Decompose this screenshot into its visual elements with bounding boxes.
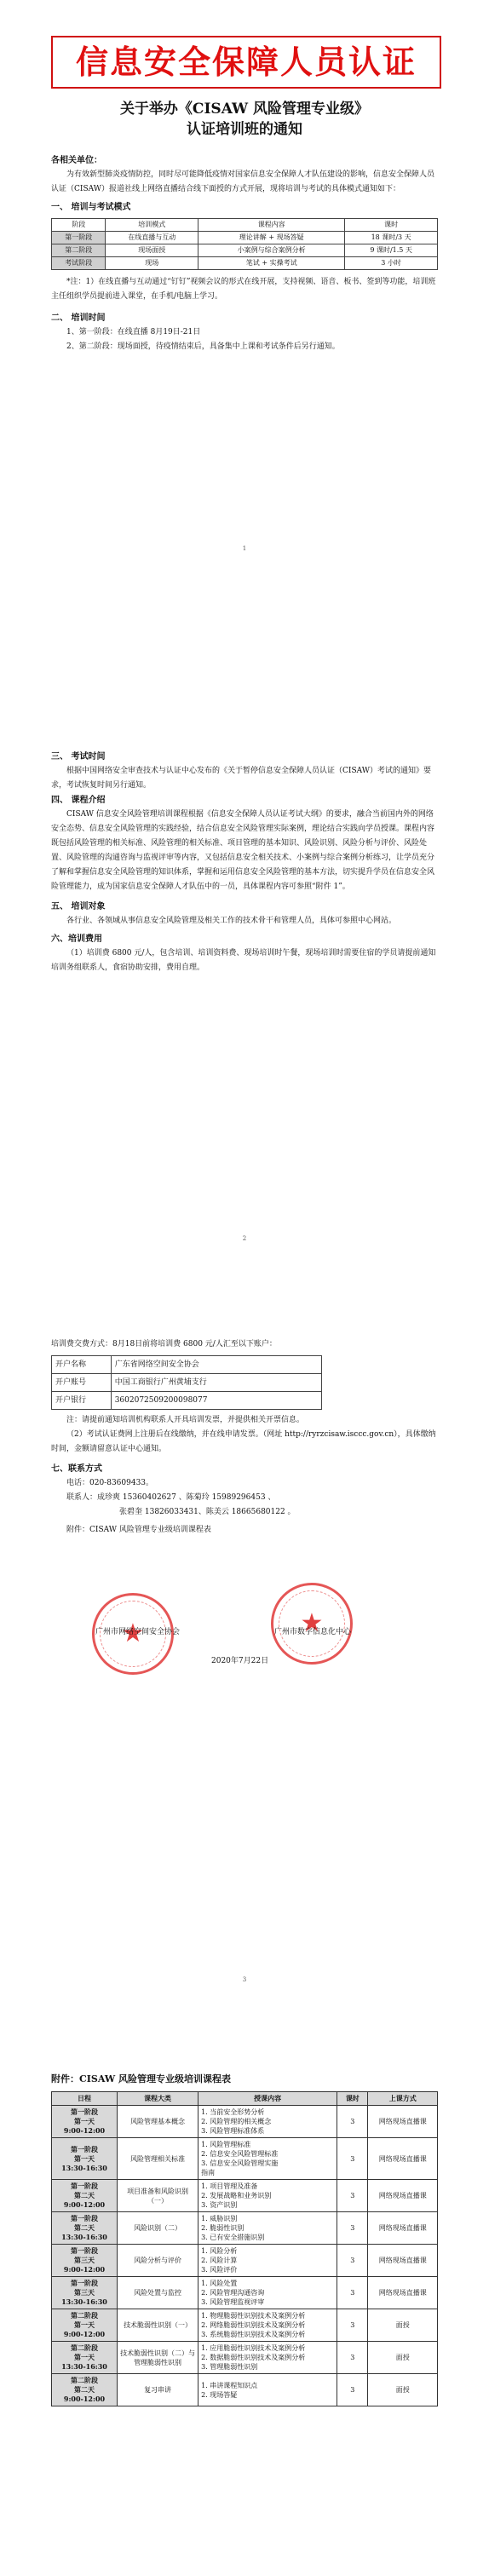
organizer-right: 广州市数字信息化中心 <box>274 1628 352 1636</box>
section3-paragraph: 根据中国网络安全审查技术与认证中心发布的《关于暂停信息安全保障人员认证（CISAW）考试的通知》要求，考试恢复时间另行通知。 <box>51 767 431 790</box>
schedule-row <box>52 2277 438 2309</box>
page3-body <box>51 1337 438 1538</box>
schedule-hours-cell: 3 <box>337 2277 368 2309</box>
mode-table-cell: 理论讲解 + 现场答疑 <box>198 232 345 244</box>
organizer-left: 广州市网络空间安全协会 <box>95 1628 181 1636</box>
schedule-mode-cell: 面授 <box>368 2309 438 2342</box>
mode-table-header: 培训模式 <box>106 219 198 232</box>
schedule-content-cell: 1. 应用脆弱性识别技术及案例分析 2. 数据脆弱性识别技术及案例分析 3. 管理脆弱性识别 <box>198 2342 337 2374</box>
schedule-row <box>52 2374 438 2406</box>
schedule-header: 上课方式 <box>368 2092 438 2106</box>
page-number: 3 <box>242 1976 247 1983</box>
mode-table-header: 课程内容 <box>198 219 345 232</box>
schedule-category-cell: 技术脆弱性识别（二）与管理脆弱性识别 <box>118 2342 198 2374</box>
schedule-category-cell: 技术脆弱性识别（一） <box>118 2309 198 2342</box>
mode-table-cell: 小案例与综合案例分析 <box>198 244 345 257</box>
document-date: 2020年7月22日 <box>211 1657 269 1665</box>
schedule-day-cell: 第二阶段 第一天 13:30-16:30 <box>52 2342 118 2374</box>
schedule-mode-cell: 网络现场直播课 <box>368 2277 438 2309</box>
bank-value: 中国工商银行广州黄埔支行 <box>111 1374 321 1392</box>
contact-persons: 联系人：成珍爽 15360402627 、陈菊玲 15989296453 、 <box>66 1493 276 1502</box>
schedule-mode-cell: 网络现场直播课 <box>368 2180 438 2212</box>
schedule-hours-cell: 3 <box>337 2342 368 2374</box>
seal-stamp-right: ★ <box>271 1583 353 1665</box>
mode-table-cell: 18 课时/3 天 <box>345 232 438 244</box>
schedule-row <box>52 2245 438 2277</box>
section4-paragraph: CISAW 信息安全风险管理培训课程根据《信息安全保障人员认证考试大纲》的要求，融合当前国内外的网络安全态势、信息安全风险管理的实践经验，结合信息安全风险管理实际案例，理论结合实践向学员授课。课程内容既包括风险管理的相关标准、风险管理的相关标准、项目管理的基本知识、风险识别、风险分析与评价、风险处置、风险管理的沟通咨询与监视评审等内容，又包括信息安全相关技术、小案例与综合案例分析练习，让学员充分了解和掌握信息安全风险管理的知识体系，掌握和运用信息安全风险管理的基本方法，切实提升学员在信息安全风险管理能力，成为国家信息安全保障人才队伍中的一员，具体课程内容可参照“附件 1”。 <box>51 810 435 891</box>
schedule-day-cell: 第一阶段 第一天 9:00-12:00 <box>52 2106 118 2138</box>
schedule-day-cell: 第一阶段 第三天 9:00-12:00 <box>52 2245 118 2277</box>
banner-title: 信息安全保障人员认证 <box>51 36 441 89</box>
section6-heading: 六、培训费用 <box>51 934 102 944</box>
schedule-content-cell: 1. 项目管理及准备 2. 发展战略和业务识别 3. 资产识别 <box>198 2180 337 2212</box>
contact-persons-cont: 张碧奎 13826033431、陈美云 18665680122 。 <box>119 1508 296 1516</box>
mode-table-header: 课时 <box>345 219 438 232</box>
schedule-table <box>51 2091 438 2406</box>
schedule-title: 附件：CISAW 风险管理专业级培训课程表 <box>51 2073 232 2084</box>
schedule-header: 课时 <box>337 2092 368 2106</box>
schedule-hours-cell: 3 <box>337 2245 368 2277</box>
attachment-line: 附件：CISAW 风险管理专业级培训课程表 <box>66 1526 211 1534</box>
schedule-row <box>52 2309 438 2342</box>
intro-paragraph: 为有效新型肺炎疫情防控，同时尽可能降低疫情对国家信息安全保障人才队伍建设的影响，信息安全保障人员认证（CISAW）报道社线上网络直播结合线下面授的方式开展，现将培训与考试的具体模式通知如下： <box>51 170 435 193</box>
section3-heading: 三、 考试时间 <box>51 752 106 762</box>
schedule-row <box>52 2180 438 2212</box>
bank-value: 3602072509200098077 <box>111 1392 321 1410</box>
mode-table-cell: 9 课时/1.5 天 <box>345 244 438 257</box>
bank-value: 广东省网络空间安全协会 <box>111 1356 321 1374</box>
schedule-header: 日程 <box>52 2092 118 2106</box>
page-number: 2 <box>242 1235 247 1242</box>
mode-table <box>51 218 438 270</box>
schedule-hours-cell: 3 <box>337 2374 368 2406</box>
schedule-mode-cell: 网络现场直播课 <box>368 2212 438 2245</box>
document-title-line2: 认证培训班的通知 <box>187 121 302 138</box>
schedule-hours-cell: 3 <box>337 2138 368 2180</box>
schedule-category-cell: 复习串讲 <box>118 2374 198 2406</box>
schedule-hours-cell: 3 <box>337 2212 368 2245</box>
schedule-hours-cell: 3 <box>337 2180 368 2212</box>
schedule-day-cell: 第一阶段 第三天 13:30-16:30 <box>52 2277 118 2309</box>
mode-table-cell: 现场 <box>106 257 198 270</box>
section6-paragraph: （1）培训费 6800 元/人，包含培训、培训资料费、现场培训时午餐，现场培训时需要住宿的学员请提前通知培训务组联系人，食宿协助安排，费用自理。 <box>51 949 436 972</box>
schedule-content-cell: 1. 风险分析 2. 风险计算 3. 风险评价 <box>198 2245 337 2277</box>
contact-phone: 电话：020-83609433。 <box>66 1479 154 1487</box>
schedule-day-cell: 第一阶段 第二天 13:30-16:30 <box>52 2212 118 2245</box>
bank-table <box>51 1355 322 1410</box>
mode-table-cell: 在线直播与互动 <box>106 232 198 244</box>
page-number: 1 <box>242 545 247 552</box>
schedule-section <box>51 2072 438 2406</box>
section4-heading: 四、 课程介绍 <box>51 796 106 805</box>
schedule-content-cell: 1. 当前安全形势分析 2. 风险管理的相关概念 3. 风险管理标准体系 <box>198 2106 337 2138</box>
schedule-hours-cell: 3 <box>337 2106 368 2138</box>
mode-table-header: 阶段 <box>52 219 106 232</box>
bank-label: 开户银行 <box>52 1392 112 1410</box>
page-4 <box>0 2027 489 2576</box>
schedule-header: 授课内容 <box>198 2092 337 2106</box>
bank-label: 开户账号 <box>52 1374 112 1392</box>
mode-table-cell: 考试阶段 <box>52 257 106 270</box>
document-title-line1: 关于举办《CISAW 风险管理专业级》 <box>119 101 370 118</box>
fee-payment-line: 培训费交费方式：8月18日前将培训费 6800 元/人汇至以下账户： <box>51 1340 277 1348</box>
page-3 <box>0 1303 489 2010</box>
mode-table-cell: 第二阶段 <box>52 244 106 257</box>
page1-body <box>51 153 438 354</box>
seal-stamp-left: ★ <box>92 1593 174 1675</box>
page2-body <box>51 750 438 975</box>
section2-heading: 二、 培训时间 <box>51 313 106 323</box>
schedule-content-cell: 1. 物理脆弱性识别技术及案例分析 2. 网络脆弱性识别技术及案例分析 3. 系统脆弱性识别技术及案例分析 <box>198 2309 337 2342</box>
schedule-day-cell: 第一阶段 第二天 9:00-12:00 <box>52 2180 118 2212</box>
section7-heading: 七、联系方式 <box>51 1464 102 1474</box>
schedule-day-cell: 第一阶段 第一天 13:30-16:30 <box>52 2138 118 2180</box>
schedule-category-cell: 风险识别（二） <box>118 2212 198 2245</box>
schedule-item: 1、第一阶段：在线直播 8月19日-21日 <box>66 328 201 336</box>
page-2 <box>0 673 489 1286</box>
schedule-category-cell: 项目准备和风险识别（一） <box>118 2180 198 2212</box>
section5-heading: 五、 培训对象 <box>51 902 106 911</box>
salutation: 各相关单位： <box>51 156 102 165</box>
mode-table-cell: 第一阶段 <box>52 232 106 244</box>
schedule-header: 课程大类 <box>118 2092 198 2106</box>
exam-fee-paragraph: （2）考试认证费网上注册后在线缴纳，并在线申请发票。（网址 http://ryrzcisaw.isccc.gov.cn），具体缴纳时间，金额请留意认证中心通知。 <box>51 1430 436 1453</box>
schedule-category-cell: 风险分析与评价 <box>118 2245 198 2277</box>
schedule-day-cell: 第二阶段 第二天 9:00-12:00 <box>52 2374 118 2406</box>
mode-table-cell: 现场面授 <box>106 244 198 257</box>
schedule-mode-cell: 面授 <box>368 2374 438 2406</box>
schedule-row <box>52 2342 438 2374</box>
schedule-mode-cell: 网络现场直播课 <box>368 2106 438 2138</box>
mode-table-cell: 笔试 + 实操考试 <box>198 257 345 270</box>
schedule-mode-cell: 面授 <box>368 2342 438 2374</box>
schedule-category-cell: 风险处置与监控 <box>118 2277 198 2309</box>
schedule-content-cell: 1. 风险管理标准 2. 信息安全风险管理标准 3. 信息安全风险管理实施 指南 <box>198 2138 337 2180</box>
schedule-content-cell: 1. 风险处置 2. 风险管理沟通咨询 3. 风险管理监视评审 <box>198 2277 337 2309</box>
section1-heading: 一、 培训与考试模式 <box>51 203 131 212</box>
invoice-note: 注：请提前通知培训机构联系人开具培训发票，并提供相关开票信息。 <box>66 1416 305 1424</box>
schedule-item: 2、第二阶段：现场面授，待疫情结束后，具备集中上课和考试条件后另行通知。 <box>66 342 340 351</box>
schedule-content-cell: 1. 威胁识别 2. 脆弱性识别 3. 已有安全措施识别 <box>198 2212 337 2245</box>
schedule-row <box>52 2212 438 2245</box>
schedule-mode-cell: 网络现场直播课 <box>368 2138 438 2180</box>
schedule-category-cell: 风险管理基本概念 <box>118 2106 198 2138</box>
schedule-day-cell: 第二阶段 第一天 9:00-12:00 <box>52 2309 118 2342</box>
page-1 <box>0 0 489 647</box>
schedule-mode-cell: 网络现场直播课 <box>368 2245 438 2277</box>
schedule-category-cell: 风险管理相关标准 <box>118 2138 198 2180</box>
note-paragraph: *注：1）在线直播与互动通过“钉钉”视频会议的形式在线开展，支持视频、语音、板书、签到等功能，培训班主任组织学员提前进入课堂，在手机/电脑上学习。 <box>51 278 436 301</box>
schedule-row <box>52 2138 438 2180</box>
schedule-row <box>52 2106 438 2138</box>
schedule-content-cell: 1. 串讲课程知识点 2. 现场答疑 <box>198 2374 337 2406</box>
mode-table-cell: 3 小时 <box>345 257 438 270</box>
bank-label: 开户名称 <box>52 1356 112 1374</box>
schedule-hours-cell: 3 <box>337 2309 368 2342</box>
section5-paragraph: 各行业、各领域从事信息安全风险管理及相关工作的技术骨干和管理人员，具体可参照中心网站。 <box>66 917 397 925</box>
